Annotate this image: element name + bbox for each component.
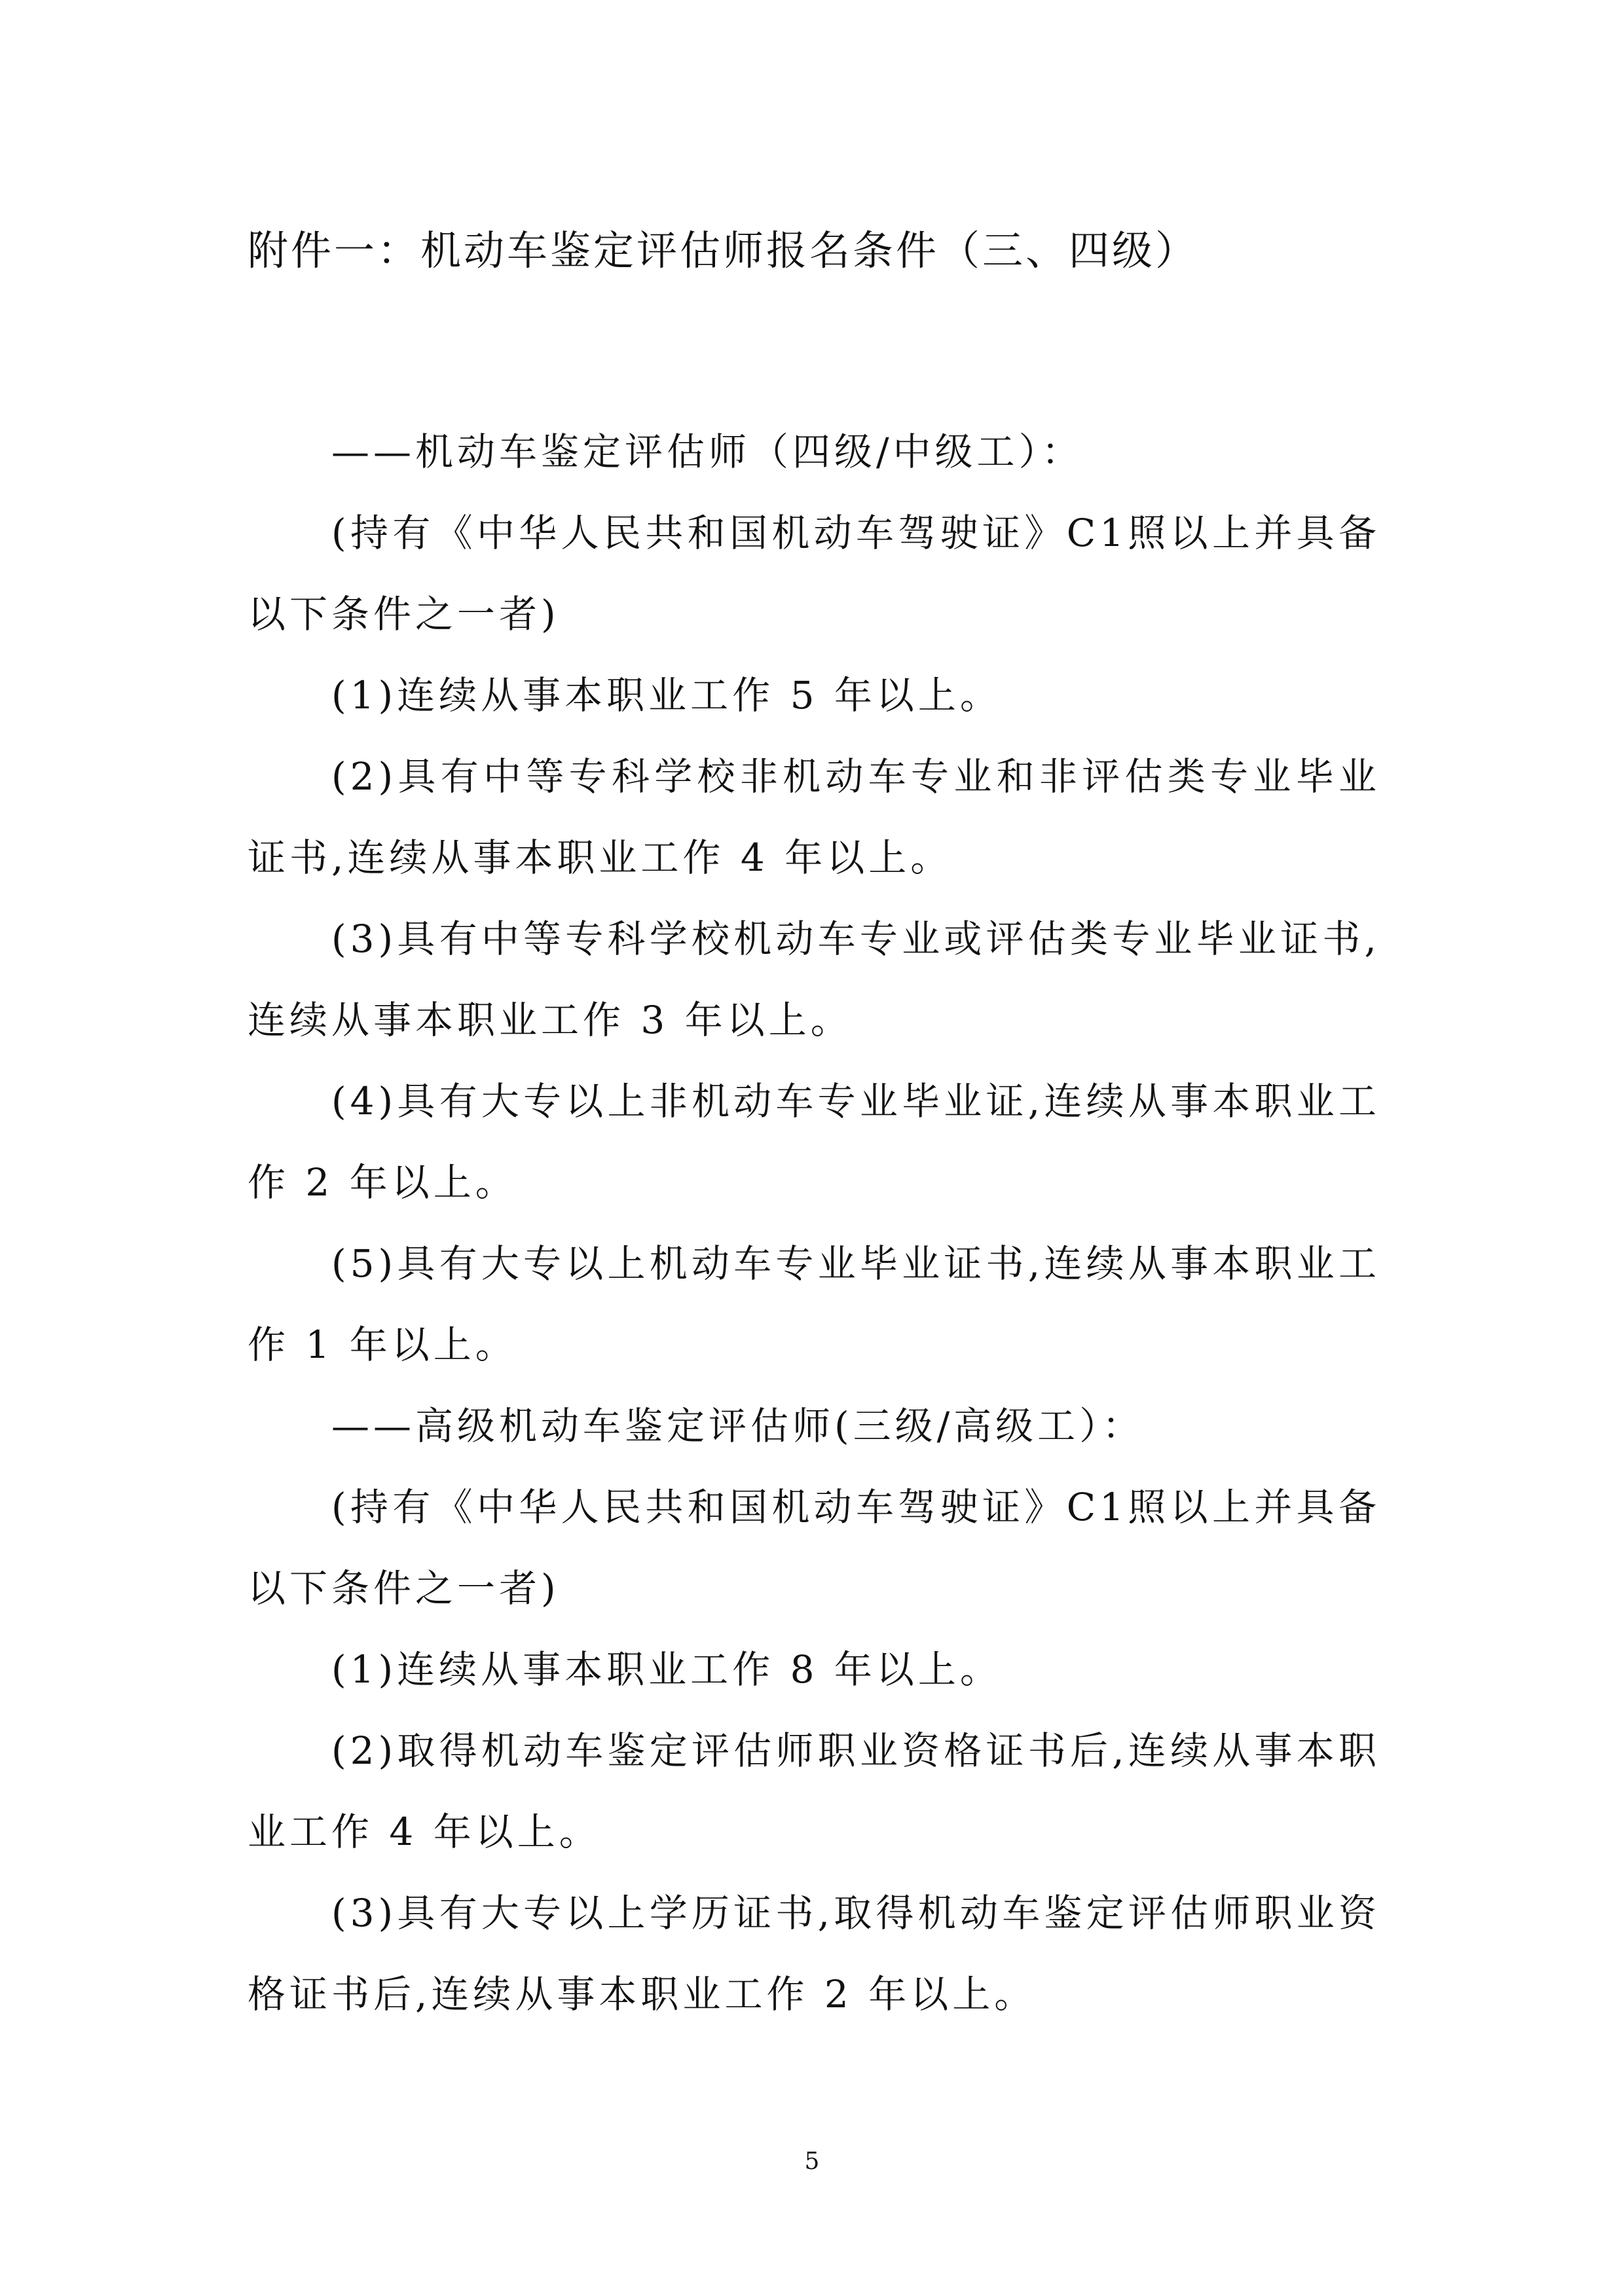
condition-item: (4)具有大专以上非机动车专业毕业证,连续从事本职业工作 2 年以上。 [248, 1079, 1380, 1205]
condition-item: (5)具有大专以上机动车专业毕业证书,连续从事本职业工作 1 年以上。 [248, 1241, 1380, 1367]
prerequisite-level-3: (持有《中华人民共和国机动车驾驶证》C1照以上并具备以下条件之一者) [248, 1485, 1380, 1611]
condition-item: (2)具有中等专科学校非机动车专业和非评估类专业毕业证书,连续从事本职业工作 4 年以上。 [248, 754, 1380, 880]
condition-item: (3)具有大专以上学历证书,取得机动车鉴定评估师职业资格证书后,连续从事本职业工作 2 年以上。 [248, 1891, 1380, 2016]
prerequisite-level-4: (持有《中华人民共和国机动车驾驶证》C1照以上并具备以下条件之一者) [248, 511, 1380, 636]
section-heading-level-4: ——机动车鉴定评估师（四级/中级工）： [331, 429, 1084, 474]
condition-item: (3)具有中等专科学校机动车专业或评估类专业毕业证书,连续从事本职业工作 3 年以上。 [248, 917, 1380, 1042]
condition-item: (1)连续从事本职业工作 8 年以上。 [331, 1647, 1002, 1692]
document-title: 附件一：机动车鉴定评估师报名条件（三、四级） [248, 227, 1199, 274]
section-heading-level-3: ——高级机动车鉴定评估师(三级/高级工）： [331, 1404, 1145, 1448]
condition-item: (2)取得机动车鉴定评估师职业资格证书后,连续从事本职业工作 4 年以上。 [248, 1728, 1380, 1854]
document-body [248, 411, 1380, 2035]
condition-item: (1)连续从事本职业工作 5 年以上。 [331, 673, 1002, 718]
page-number: 5 [804, 2148, 820, 2175]
